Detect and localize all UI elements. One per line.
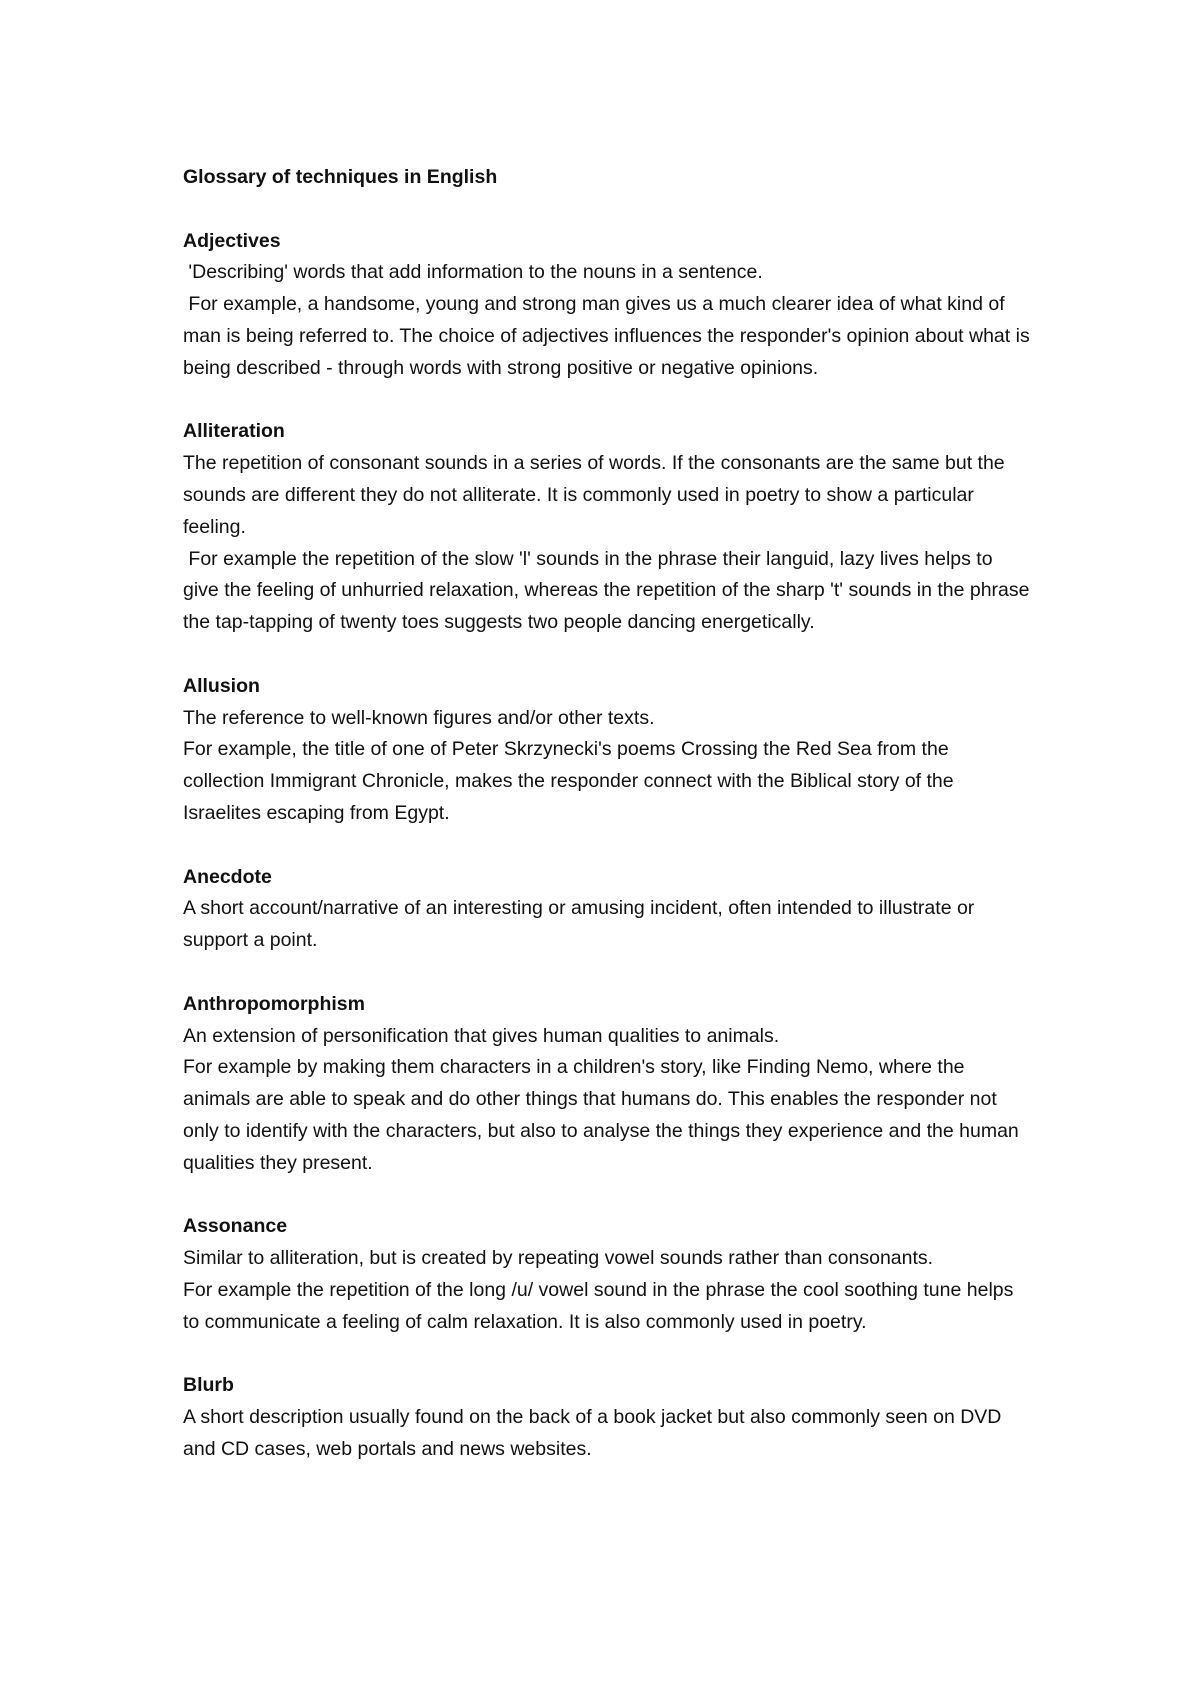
term-heading: Assonance xyxy=(183,1215,288,1238)
example-paragraph: For example the repetition of the long /u/ vowel sound in the phrase the cool soothing tune helps to communicate a feeling of calm relaxation. It is also commonly used in poetry. xyxy=(183,1278,1019,1333)
glossary-entry-anthropomorphism xyxy=(183,989,1033,1180)
glossary-entry-blurb xyxy=(183,1370,1033,1465)
term-heading: Blurb xyxy=(183,1374,234,1397)
example-paragraph: For example, a handsome, young and strong man gives us a much clearer idea of what kind of man is being referred to. The choice of adjectives influences the responder's opinion about what is being described - through words with strong positive or negative opinions. xyxy=(183,293,1036,379)
document-content xyxy=(183,162,1036,1497)
example-paragraph: For example by making them characters in a children's story, like Finding Nemo, where the animals are able to speak and do other things that humans do. This enables the responder not only to identify with the characters, but also to analyse the things they experience and the human qualities they present. xyxy=(183,1056,1025,1174)
definition-paragraph: An extension of personification that gives human qualities to animals. xyxy=(183,1024,780,1047)
document-title: Glossary of techniques in English xyxy=(183,166,498,188)
example-paragraph: For example, the title of one of Peter Skrzynecki's poems Crossing the Red Sea from the collection Immigrant Chronicle, makes the responder connect with the Biblical story of the Israelites escaping from Egypt. xyxy=(183,738,960,824)
definition-paragraph: 'Describing' words that add information to the nouns in a sentence. xyxy=(183,261,763,284)
definition-paragraph: The repetition of consonant sounds in a series of words. If the consonants are the same but the sounds are different they do not alliterate. It is commonly used in poetry to show a particular feeling. xyxy=(183,452,1011,538)
glossary-entry-alliteration xyxy=(183,416,1033,639)
term-heading: Allusion xyxy=(183,674,260,697)
glossary-entry-allusion xyxy=(183,671,1033,830)
glossary-entry-anecdote xyxy=(183,862,1033,957)
definition-paragraph: A short description usually found on the back of a book jacket but also commonly seen on DVD and CD cases, web portals and news websites. xyxy=(183,1406,1007,1460)
glossary-entry-assonance xyxy=(183,1211,1033,1338)
term-heading: Adjectives xyxy=(183,229,281,252)
definition-paragraph: Similar to alliteration, but is created by repeating vowel sounds rather than consonants. xyxy=(183,1247,934,1270)
term-heading: Anecdote xyxy=(183,865,272,888)
term-heading: Anthropomorphism xyxy=(183,992,365,1015)
title-spacer xyxy=(183,194,1033,226)
example-paragraph: For example the repetition of the slow 'l' sounds in the phrase their languid, lazy lives helps to give the feeling of unhurried relaxation, whereas the repetition of the sharp 't' sounds in the phrase the tap-tapping of twenty toes suggests two people dancing energetically. xyxy=(183,547,1035,634)
definition-paragraph: A short account/narrative of an interesting or amusing incident, often intended to illustrate or support a point. xyxy=(183,897,980,952)
definition-paragraph: The reference to well-known figures and/or other texts. xyxy=(183,706,655,729)
term-heading: Alliteration xyxy=(183,420,285,443)
glossary-entry-adjectives xyxy=(183,226,1036,385)
